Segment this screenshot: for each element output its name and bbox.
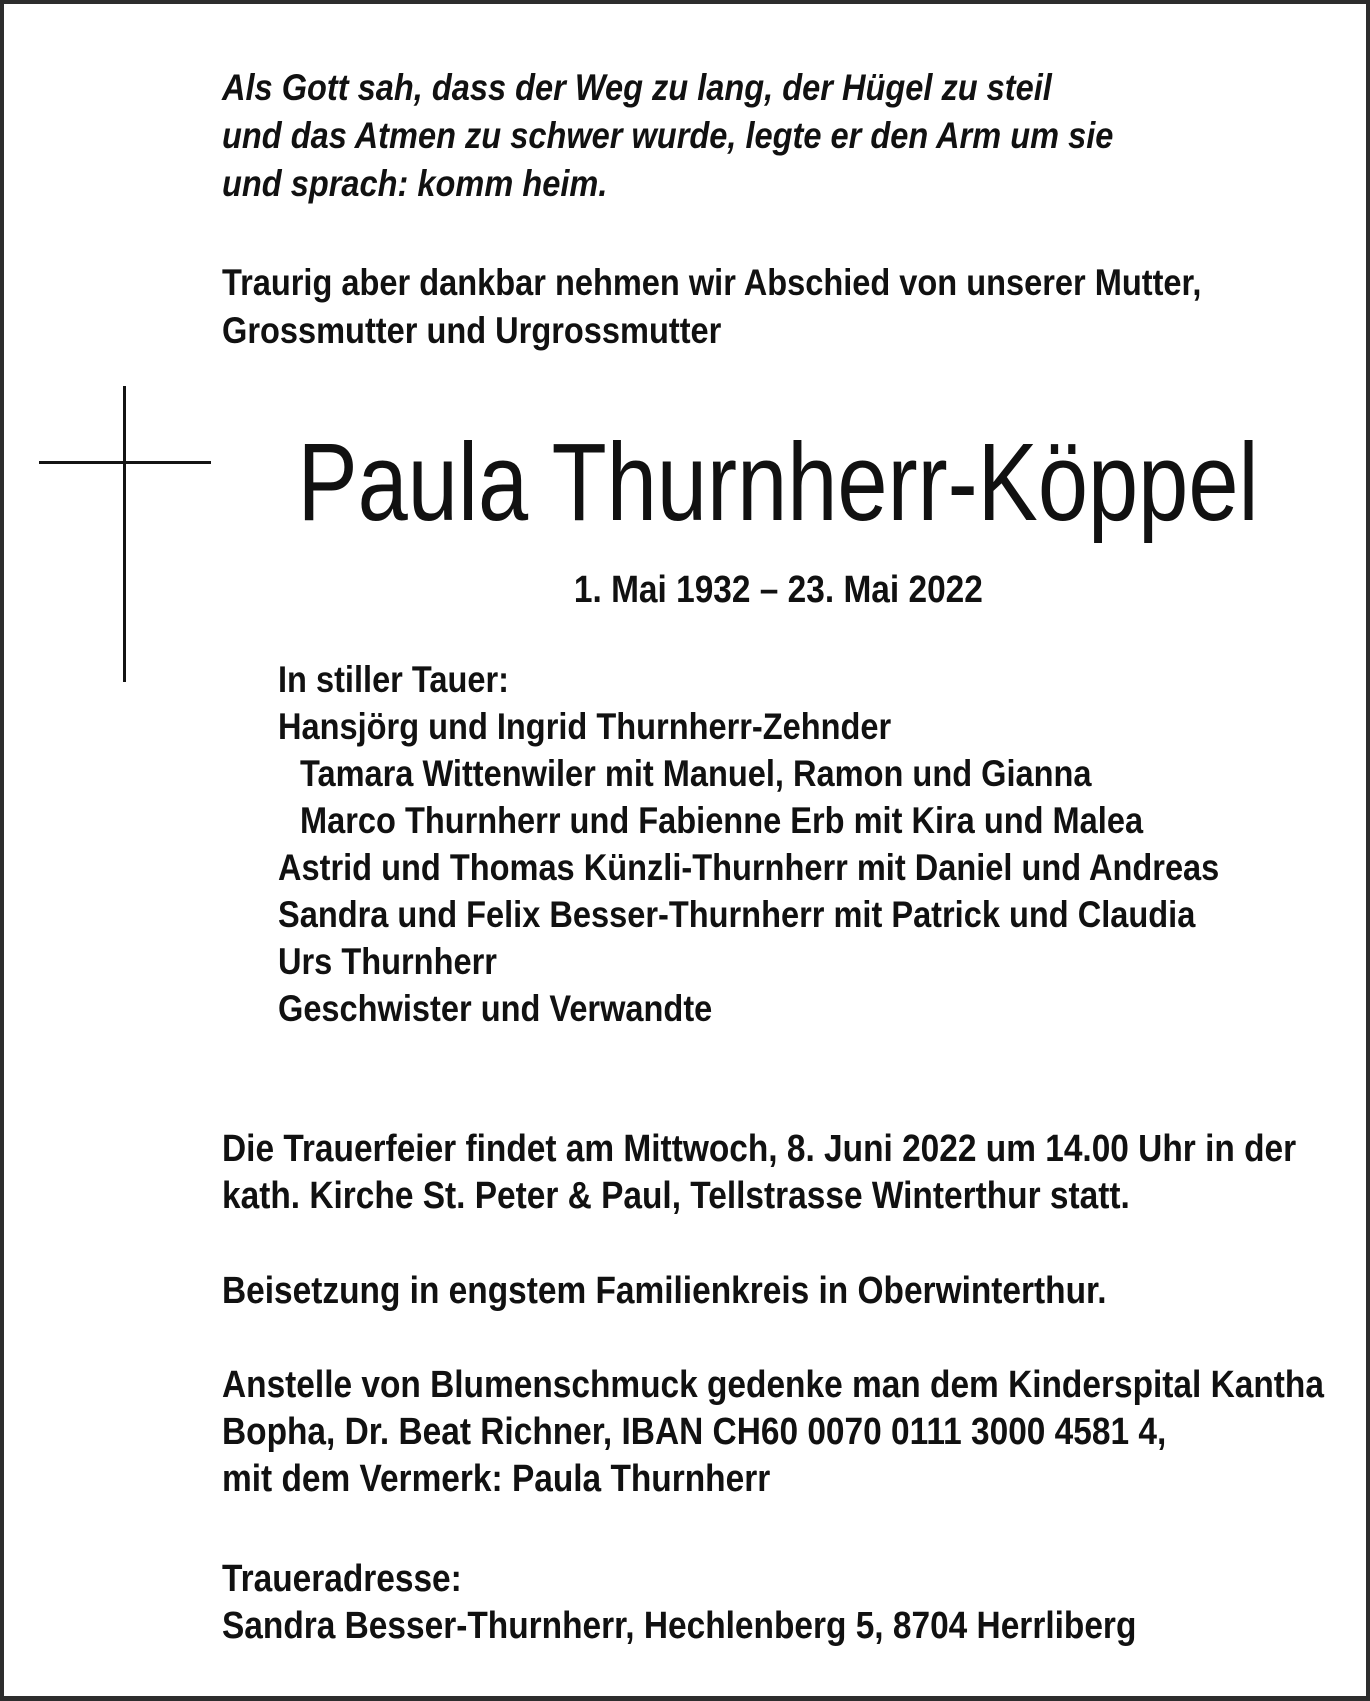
text-line: Sandra und Felix Besser-Thurnherr mit Patrick und Claudia — [278, 894, 1196, 935]
text-line: und das Atmen zu schwer wurde, legte er den Arm um sie — [222, 115, 1114, 156]
text-line: Bopha, Dr. Beat Richner, IBAN CH60 0070 0111 3000 4581 4, — [222, 1411, 1167, 1453]
text-line: Traurig aber dankbar nehmen wir Abschied von unserer Mutter, — [222, 262, 1202, 303]
text-line: Tamara Wittenwiler mit Manuel, Ramon und Gianna — [300, 753, 1092, 794]
cross-vertical-bar — [123, 386, 126, 682]
cross-horizontal-bar — [39, 461, 211, 464]
text-line: Grossmutter und Urgrossmutter — [222, 310, 722, 351]
deceased-name: Paula Thurnherr-Köppel — [297, 421, 1259, 544]
service-info — [222, 1126, 1296, 1220]
intro-text — [222, 259, 1201, 355]
donation-info — [222, 1362, 1324, 1503]
mourning-address-lines — [222, 1603, 1136, 1650]
text-line: kath. Kirche St. Peter & Paul, Tellstrasse Winterthur statt. — [222, 1175, 1130, 1217]
text-line: Hansjörg und Ingrid Thurnherr-Zehnder — [278, 706, 892, 747]
deceased-name-row — [222, 421, 1334, 544]
text-line: Anstelle von Blumenschmuck gedenke man dem Kinderspital Kantha — [222, 1364, 1324, 1406]
text-line: Als Gott sah, dass der Weg zu lang, der Hügel zu steil — [222, 67, 1052, 108]
verse-text — [222, 64, 1113, 208]
text-line: Geschwister und Verwandte — [278, 988, 713, 1029]
life-dates-row — [222, 566, 1334, 614]
text-line: Die Trauerfeier findet am Mittwoch, 8. Juni 2022 um 14.00 Uhr in der — [222, 1128, 1297, 1170]
text-line: Beisetzung in engstem Familienkreis in Oberwinterthur. — [222, 1270, 1107, 1312]
mourning-address-label: Traueradresse: — [222, 1558, 462, 1600]
text-line: mit dem Vermerk: Paula Thurnherr — [222, 1458, 771, 1500]
text-line: Sandra Besser-Thurnherr, Hechlenberg 5, 8704 Herrliberg — [222, 1605, 1137, 1647]
text-line: Urs Thurnherr — [278, 941, 497, 982]
life-dates: 1. Mai 1932 – 23. Mai 2022 — [573, 569, 983, 611]
mourners-lines — [278, 703, 1219, 1032]
mourners-heading: In stiller Tauer: — [278, 659, 509, 700]
burial-info — [222, 1268, 1106, 1315]
text-line: Marco Thurnherr und Fabienne Erb mit Kira und Malea — [300, 800, 1144, 841]
text-line: Astrid und Thomas Künzli-Thurnherr mit Daniel und Andreas — [278, 847, 1220, 888]
mourners-list — [278, 656, 1219, 1032]
text-line: und sprach: komm heim. — [222, 163, 608, 204]
mourning-address — [222, 1556, 1136, 1650]
